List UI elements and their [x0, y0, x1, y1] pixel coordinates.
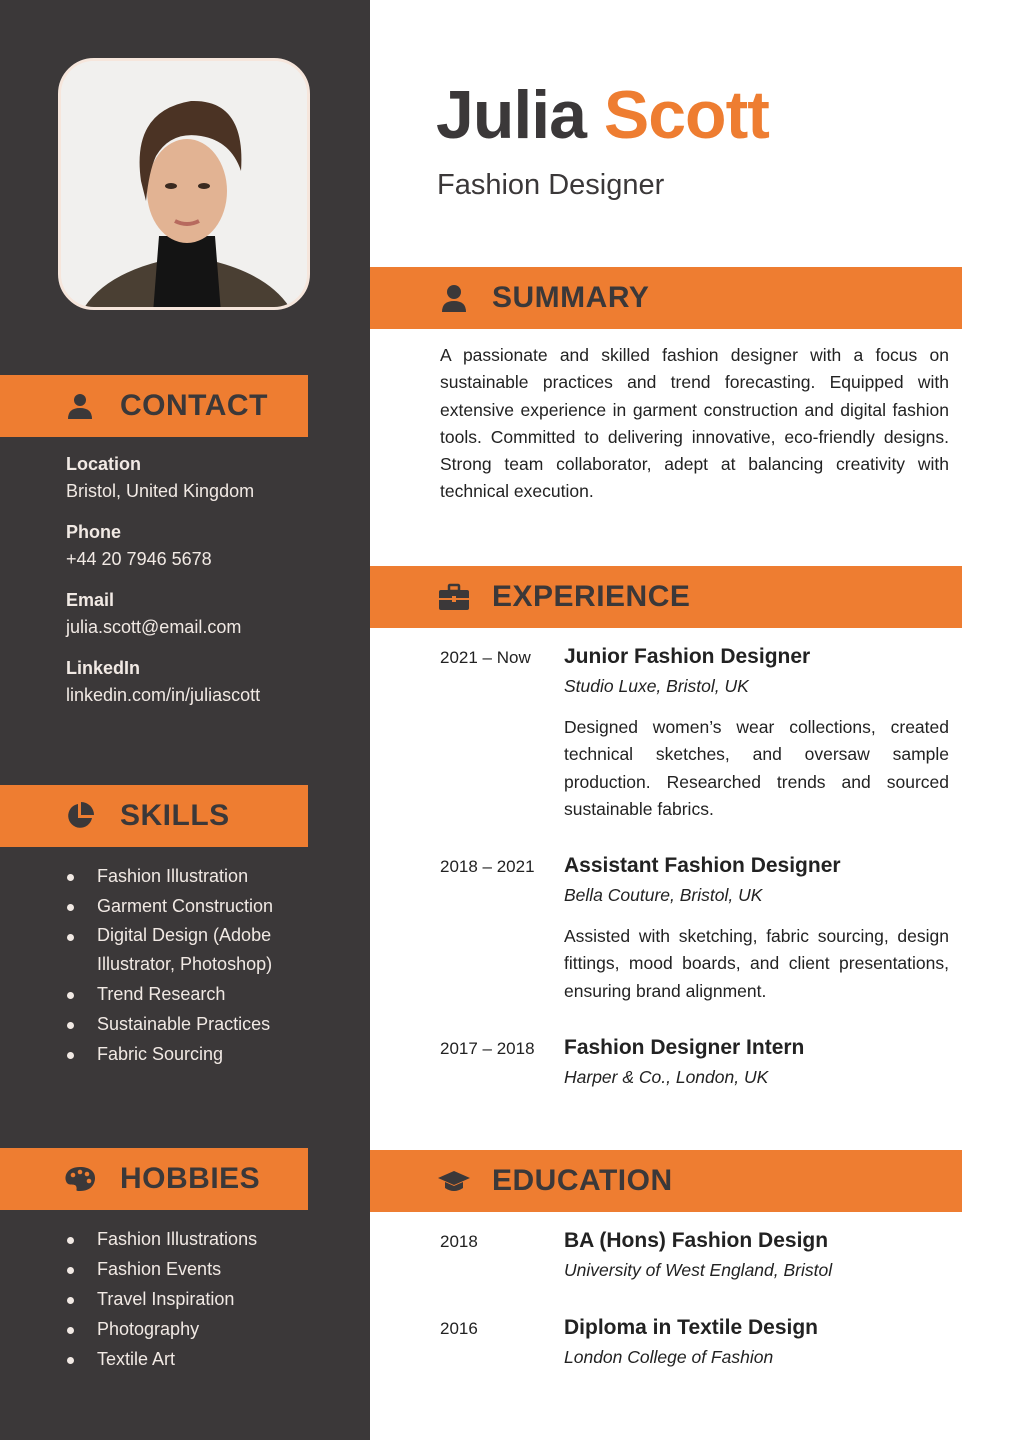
job-role: Fashion Designer	[437, 169, 665, 201]
graduation-cap-icon	[436, 1163, 472, 1199]
skill-item: Digital Design (Adobe Illustrator, Photoshop)	[66, 921, 346, 979]
summary-header	[370, 267, 962, 329]
hobby-item: Fashion Illustrations	[66, 1224, 257, 1254]
skill-item: Fashion Illustration	[66, 861, 346, 891]
hobby-item: Travel Inspiration	[66, 1284, 257, 1314]
experience-header	[370, 566, 962, 628]
experience-title: EXPERIENCE	[492, 580, 691, 613]
summary-title: SUMMARY	[492, 281, 650, 314]
education-school: University of West England, Bristol	[564, 1260, 833, 1280]
education-year: 2016	[440, 1319, 478, 1338]
job-title: Junior Fashion Designer	[564, 645, 811, 668]
education-school: London College of Fashion	[564, 1347, 774, 1367]
skill-item: Garment Construction	[66, 891, 346, 921]
full-name	[436, 76, 769, 154]
contact-email[interactable]: julia.scott@email.com	[66, 617, 242, 637]
contact-label-phone: Phone	[66, 522, 122, 542]
job-dates: 2018 – 2021	[440, 857, 535, 876]
skills-header	[0, 785, 308, 847]
hobby-item: Textile Art	[66, 1344, 257, 1374]
last-name: Scott	[603, 77, 769, 153]
education-title: EDUCATION	[492, 1164, 673, 1197]
hobbies-header	[0, 1148, 308, 1210]
job-dates: 2021 – Now	[440, 648, 531, 667]
job-title: Fashion Designer Intern	[564, 1036, 805, 1059]
profile-photo	[58, 58, 310, 310]
hobby-item: Photography	[66, 1314, 257, 1344]
job-description: Designed women’s wear collections, created technical sketches, and oversaw sample production. Researched trends and sourced sustainable fabrics.	[564, 717, 949, 819]
skills-title: SKILLS	[120, 799, 230, 832]
education-degree: BA (Hons) Fashion Design	[564, 1229, 829, 1252]
contact-title: CONTACT	[120, 389, 268, 422]
skill-item: Trend Research	[66, 979, 346, 1009]
education-header	[370, 1150, 962, 1212]
job-company: Harper & Co., London, UK	[564, 1067, 769, 1087]
hobbies-list	[66, 1224, 257, 1374]
skill-item: Sustainable Practices	[66, 1009, 346, 1039]
contact-label-linkedin: LinkedIn	[66, 658, 141, 678]
hobby-item: Fashion Events	[66, 1254, 257, 1284]
pie-chart-icon	[62, 798, 98, 834]
skill-item: Fabric Sourcing	[66, 1039, 346, 1069]
contact-location: Bristol, United Kingdom	[66, 481, 255, 501]
contact-linkedin[interactable]: linkedin.com/in/juliascott	[66, 685, 261, 705]
contact-header	[0, 375, 308, 437]
job-title: Assistant Fashion Designer	[564, 854, 841, 877]
job-company: Studio Luxe, Bristol, UK	[564, 676, 749, 696]
contact-label-email: Email	[66, 590, 115, 610]
contact-phone: +44 20 7946 5678	[66, 549, 212, 569]
user-female-icon	[436, 280, 472, 316]
skills-list	[66, 861, 346, 1069]
first-name: Julia	[436, 77, 586, 153]
person-icon	[62, 388, 98, 424]
job-description: Assisted with sketching, fabric sourcing, design fittings, mood boards, and client presentations, ensuring brand alignment.	[564, 926, 949, 1001]
job-company: Bella Couture, Bristol, UK	[564, 885, 763, 905]
job-dates: 2017 – 2018	[440, 1039, 535, 1058]
contact-label-location: Location	[66, 454, 141, 474]
education-year: 2018	[440, 1232, 478, 1251]
summary-text: A passionate and skilled fashion designer with a focus on sustainable practices and trend forecasting. Equipped with extensive experience in garment construction and digital fashion tools. Committed to delivering innovative, eco-friendly designs. Strong team collaborator, adept at balancing creativity with technical execution.	[440, 345, 949, 502]
briefcase-icon	[436, 579, 472, 615]
education-degree: Diploma in Textile Design	[564, 1316, 818, 1339]
palette-icon	[62, 1161, 98, 1197]
hobbies-title: HOBBIES	[120, 1162, 261, 1195]
